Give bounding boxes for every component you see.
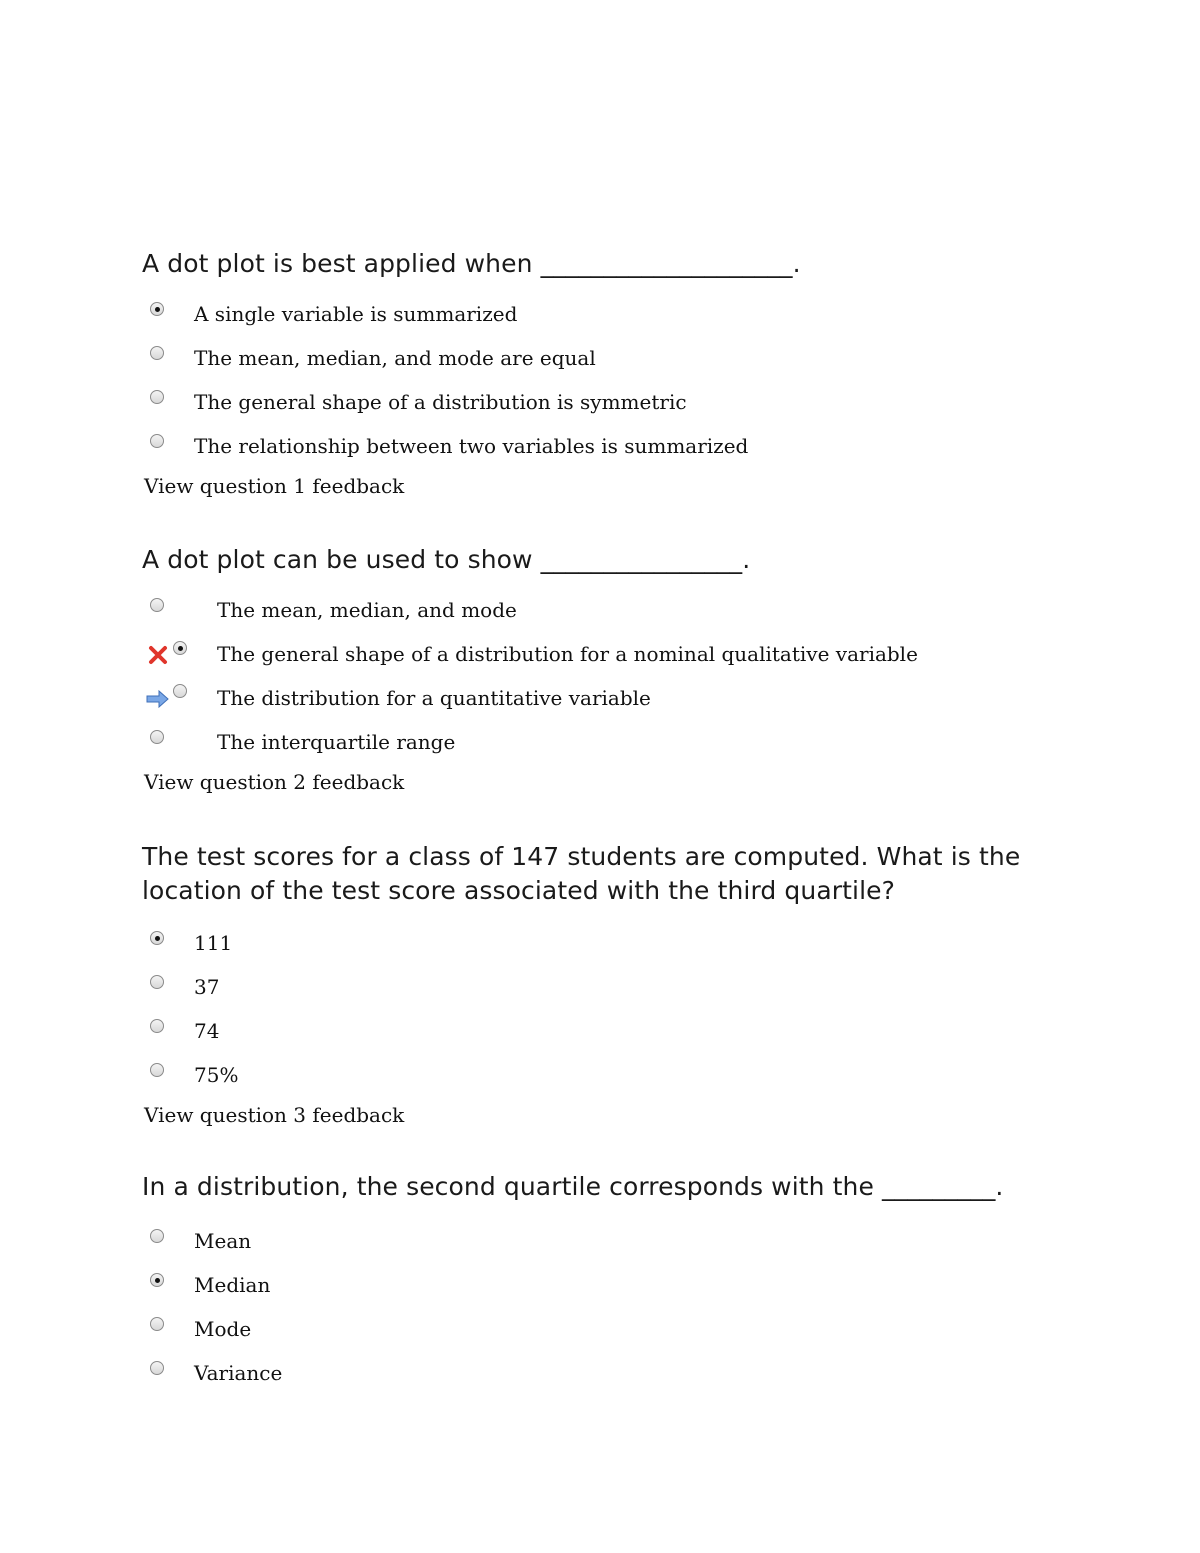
option-label: 37	[194, 975, 220, 999]
radio-button[interactable]	[150, 598, 164, 612]
question-text: A dot plot is best applied when ____________________.	[142, 249, 801, 278]
radio-button[interactable]	[150, 931, 164, 945]
question-text: The test scores for a class of 147 students are computed. What is the location of the test score associated with the third quartile?	[142, 842, 1021, 905]
correct-answer-arrow-icon	[146, 688, 170, 710]
option-label: Median	[194, 1273, 271, 1297]
answer-option[interactable]	[142, 303, 1042, 347]
radio-button[interactable]	[150, 1273, 164, 1287]
radio-button[interactable]	[150, 390, 164, 404]
radio-button[interactable]	[150, 1063, 164, 1077]
question-text: A dot plot can be used to show ________________.	[142, 545, 751, 574]
radio-button[interactable]	[173, 684, 187, 698]
question-1	[142, 247, 1042, 499]
incorrect-x-icon	[148, 643, 168, 665]
radio-button[interactable]	[150, 1317, 164, 1331]
answer-option[interactable]	[142, 1274, 1042, 1318]
options-list	[142, 1230, 1042, 1406]
answer-option[interactable]	[142, 976, 1042, 1020]
answer-option[interactable]	[142, 1230, 1042, 1274]
question-text: In a distribution, the second quartile corresponds with the _________.	[142, 1172, 1004, 1201]
options-list	[142, 303, 1042, 479]
question-4	[142, 1170, 1042, 1406]
radio-button[interactable]	[150, 346, 164, 360]
option-label: A single variable is summarized	[194, 302, 518, 326]
radio-button[interactable]	[150, 302, 164, 316]
radio-button[interactable]	[150, 730, 164, 744]
answer-option[interactable]	[142, 1318, 1042, 1362]
answer-option[interactable]	[142, 932, 1042, 976]
option-label: The general shape of a distribution for a nominal qualitative variable	[217, 642, 918, 666]
radio-button[interactable]	[150, 1229, 164, 1243]
radio-button[interactable]	[173, 641, 187, 655]
answer-option[interactable]	[142, 435, 1042, 479]
option-label: Mode	[194, 1317, 252, 1341]
option-label: The distribution for a quantitative variable	[217, 686, 651, 710]
answer-option[interactable]	[142, 643, 1042, 687]
options-list	[142, 599, 1042, 775]
option-label: The general shape of a distribution is symmetric	[194, 390, 687, 414]
question-2	[142, 543, 1042, 795]
answer-option[interactable]	[142, 599, 1042, 643]
option-label: The relationship between two variables is summarized	[194, 434, 749, 458]
option-label: Variance	[194, 1361, 283, 1385]
answer-option[interactable]	[142, 1362, 1042, 1406]
answer-option[interactable]	[142, 1064, 1042, 1108]
radio-button[interactable]	[150, 1019, 164, 1033]
option-label: 75%	[194, 1063, 239, 1087]
option-label: The mean, median, and mode	[217, 598, 517, 622]
view-feedback-link[interactable]: View question 2 feedback	[144, 770, 405, 794]
answer-option[interactable]	[142, 391, 1042, 435]
answer-option[interactable]	[142, 687, 1042, 731]
option-label: The mean, median, and mode are equal	[194, 346, 596, 370]
option-label: Mean	[194, 1229, 252, 1253]
option-label: 74	[194, 1019, 220, 1043]
answer-option[interactable]	[142, 731, 1042, 775]
question-3	[142, 840, 1042, 1128]
radio-button[interactable]	[150, 1361, 164, 1375]
options-list	[142, 932, 1042, 1108]
radio-button[interactable]	[150, 975, 164, 989]
view-feedback-link[interactable]: View question 3 feedback	[144, 1103, 405, 1127]
answer-option[interactable]	[142, 1020, 1042, 1064]
answer-option[interactable]	[142, 347, 1042, 391]
radio-button[interactable]	[150, 434, 164, 448]
option-label: The interquartile range	[217, 730, 456, 754]
view-feedback-link[interactable]: View question 1 feedback	[144, 474, 405, 498]
option-label: 111	[194, 931, 233, 955]
